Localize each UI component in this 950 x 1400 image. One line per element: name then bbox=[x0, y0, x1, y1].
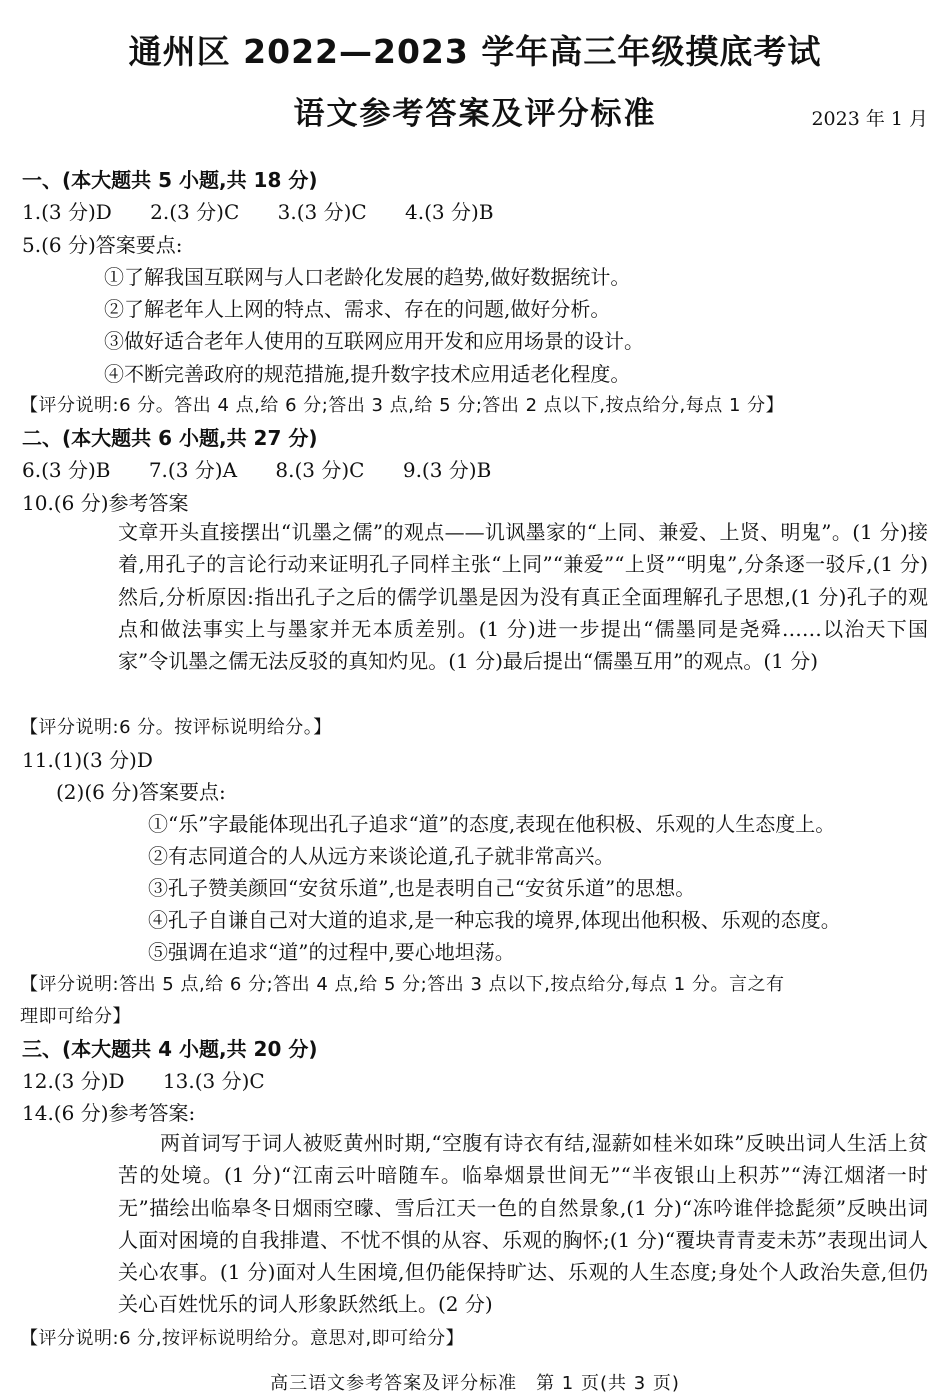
q5-point: ②了解老年人上网的特点、需求、存在的问题,做好分析。 bbox=[104, 297, 611, 321]
answer-item: 13.(3 分)C bbox=[162, 1069, 265, 1093]
scoring-note-q11-cont: 理即可给分】 bbox=[20, 1006, 131, 1027]
answer-item: 3.(3 分)C bbox=[277, 200, 367, 224]
answer-item: 9.(3 分)B bbox=[402, 458, 492, 482]
scoring-note-q10: 【评分说明:6 分。按评标说明给分。】 bbox=[20, 717, 332, 738]
answer-item: 4.(3 分)B bbox=[405, 200, 494, 224]
q11-point: ①“乐”字最能体现出孔子追求“道”的态度,表现在他积极、乐观的人生态度上。 bbox=[148, 812, 836, 836]
q5-point: ④不断完善政府的规范措施,提升数字技术应用适老化程度。 bbox=[104, 362, 631, 386]
answer-item: 6.(3 分)B bbox=[22, 458, 111, 482]
answer-item: 2.(3 分)C bbox=[150, 200, 240, 224]
question-11-2-label: (2)(6 分)答案要点: bbox=[56, 780, 226, 804]
question-10-label: 10.(6 分)参考答案 bbox=[22, 491, 189, 515]
answer-row-6-9 bbox=[22, 457, 523, 483]
q5-point: ③做好适合老年人使用的互联网应用开发和应用场景的设计。 bbox=[104, 329, 644, 353]
q11-point: ③孔子赞美颜回“安贫乐道”,也是表明自己“安贫乐道”的思想。 bbox=[148, 876, 696, 900]
document-date: 2023 年 1 月 bbox=[811, 108, 928, 130]
answer-row-12-13 bbox=[22, 1068, 297, 1094]
q11-point: ④孔子自谦自己对大道的追求,是一种忘我的境界,体现出他积极、乐观的态度。 bbox=[148, 908, 841, 932]
answer-item: 8.(3 分)C bbox=[275, 458, 365, 482]
q14-answer-text: 两首词写于词人被贬黄州时期,“空腹有诗衣有结,湿薪如桂米如珠”反映出词人生活上贫苦的处境。(1 分)“江南云叶暗随车。临皋烟景世间无”“半夜银山上积苏”“涛江烟渚一时无”描绘出临皋冬日烟雨空曚、雪后江天一色的自然景象,(1 分)“冻吟谁伴捻髭须”反映出词人面对困境的自我排遣、不忧不惧的从容、乐观的胸怀;(1 分)“覆块青青麦未苏”表现出词人关心农事。(1 分)面对人生困境,但仍能保持旷达、乐观的人生态度;身处个人政治失意,但仍关心百姓忧乐的词人形象跃然纸上。(2 分) bbox=[118, 1131, 928, 1317]
question-11-1: 11.(1)(3 分)D bbox=[22, 748, 153, 772]
question-5-label: 5.(6 分)答案要点: bbox=[22, 233, 183, 257]
document-subtitle: 语文参考答案及评分标准 bbox=[293, 96, 657, 132]
scoring-note-q11: 【评分说明:答出 5 点,给 6 分;答出 4 点,给 5 分;答出 3 点以下,按点给分,每点 1 分。言之有 bbox=[20, 974, 785, 995]
q5-point: ①了解我国互联网与人口老龄化发展的趋势,做好数据统计。 bbox=[104, 265, 631, 289]
answer-row-1-4 bbox=[22, 199, 526, 225]
scoring-note-q5: 【评分说明:6 分。答出 4 点,给 6 分;答出 3 点,给 5 分;答出 2 点以下,按点给分,每点 1 分】 bbox=[20, 395, 785, 416]
question-14-label: 14.(6 分)参考答案: bbox=[22, 1101, 196, 1125]
q10-answer-text: 文章开头直接摆出“讥墨之儒”的观点——讥讽墨家的“上同、兼爱、上贤、明鬼”。(1 分)接着,用孔子的言论行动来证明孔子同样主张“上同”“兼爱”“上贤”“明鬼”,分条逐一驳斥,(1 分)然后,分析原因:指出孔子之后的儒学讥墨是因为没有真正全面理解孔子思想,(1 分)孔子的观点和做法事实上与墨家并无本质差别。(1 分)进一步提出“儒墨同是尧舜……以治天下国家”令讥墨之儒无法反驳的真知灼见。(1 分)最后提出“儒墨互用”的观点。(1 分) bbox=[118, 520, 928, 674]
q11-point: ⑤强调在追求“道”的过程中,要心地坦荡。 bbox=[148, 940, 515, 964]
q11-point: ②有志同道合的人从远方来谈论道,孔子就非常高兴。 bbox=[148, 844, 615, 868]
section-heading-2: 二、(本大题共 6 小题,共 27 分) bbox=[22, 426, 318, 450]
answer-item: 1.(3 分)D bbox=[22, 200, 112, 224]
section-heading-3: 三、(本大题共 4 小题,共 20 分) bbox=[22, 1037, 318, 1061]
answer-item: 12.(3 分)D bbox=[22, 1069, 125, 1093]
exam-title: 通州区 2022—2023 学年高三年级摸底考试 bbox=[128, 32, 822, 71]
scoring-note-q14: 【评分说明:6 分,按评标说明给分。意思对,即可给分】 bbox=[20, 1328, 465, 1349]
section-heading-1: 一、(本大题共 5 小题,共 18 分) bbox=[22, 168, 318, 192]
answer-item: 7.(3 分)A bbox=[148, 458, 238, 482]
page-footer: 高三语文参考答案及评分标准 第 1 页(共 3 页) bbox=[270, 1373, 680, 1394]
